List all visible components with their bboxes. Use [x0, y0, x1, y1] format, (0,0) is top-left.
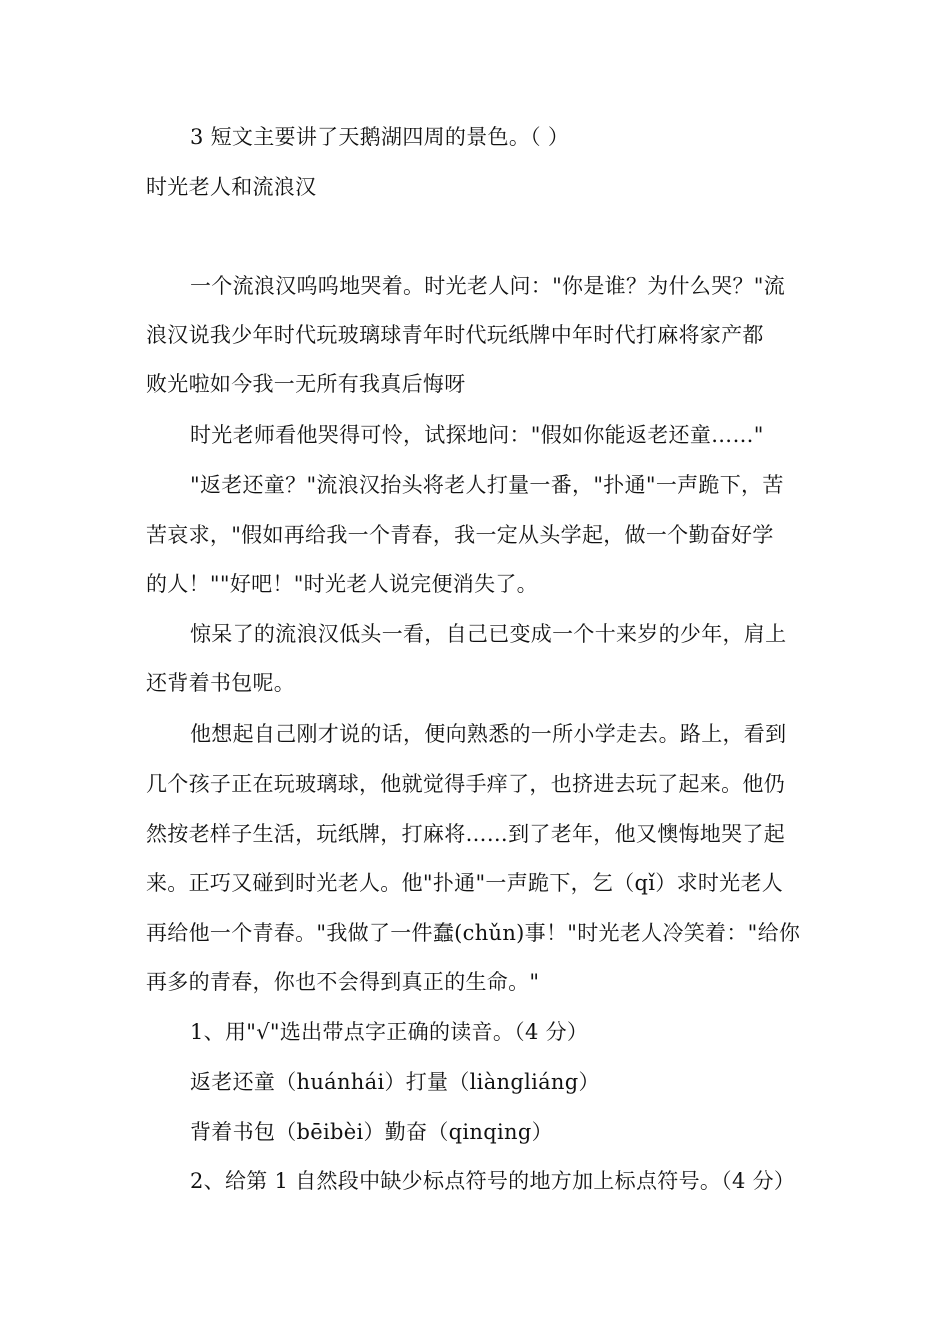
paragraph-4-line-2: 还背着书包呢。: [146, 671, 296, 695]
paragraph-1-line-2: 浪汉说我少年时代玩玻璃球青年时代玩纸牌中年时代打麻将家产都: [146, 323, 764, 347]
paragraph-4-line-1: 惊呆了的流浪汉低头一看，自己已变成一个十来岁的少年，肩上: [190, 622, 787, 646]
paragraph-2-line-1: 时光老师看他哭得可怜，试探地问："假如你能返老还童……": [190, 423, 764, 447]
question-3-statement: 3 短文主要讲了天鹅湖四周的景色。（ ）: [190, 125, 570, 149]
paragraph-5-line-3: 然按老样子生活，玩纸牌，打麻将……到了老年，他又懊悔地哭了起: [146, 822, 785, 846]
paragraph-1-line-3: 败光啦如今我一无所有我真后悔呀: [146, 372, 466, 396]
paragraph-5-line-6: 再多的青春，你也不会得到真正的生命。": [146, 970, 540, 994]
paragraph-3-line-3: 的人！""好吧！"时光老人说完便消失了。: [146, 572, 538, 596]
story-title: 时光老人和流浪汉: [146, 175, 317, 199]
paragraph-1-line-1: 一个流浪汉呜呜地哭着。时光老人问："你是谁？为什么哭？"流: [190, 274, 786, 298]
paragraph-5-line-4: 来。正巧又碰到时光老人。他"扑通"一声跪下，乞（qǐ）求时光老人: [146, 871, 784, 895]
question-1-item-row-2: 背着书包（bēibèi）勤奋（qinqing）: [190, 1120, 553, 1144]
paragraph-3-line-1: "返老还童？"流浪汉抬头将老人打量一番，"扑通"一声跪下，苦: [190, 473, 784, 497]
paragraph-5-line-2: 几个孩子正在玩玻璃球，他就觉得手痒了，也挤进去玩了起来。他仍: [146, 772, 785, 796]
paragraph-5-line-5: 再给他一个青春。"我做了一件蠢(chǔn)事！"时光老人冷笑着："给你: [146, 921, 801, 945]
question-1-prompt: 1、用"√"选出带点字正确的读音。（4 分）: [190, 1020, 589, 1044]
question-2-prompt: 2、给第 1 自然段中缺少标点符号的地方加上标点符号。（4 分）: [190, 1169, 796, 1193]
paragraph-3-line-2: 苦哀求，"假如再给我一个青春，我一定从头学起，做一个勤奋好学: [146, 523, 774, 547]
paragraph-5-line-1: 他想起自己刚才说的话，便向熟悉的一所小学走去。路上，看到: [190, 722, 787, 746]
question-1-item-row-1: 返老还童（huánhái）打量（liàngliáng）: [190, 1070, 600, 1094]
